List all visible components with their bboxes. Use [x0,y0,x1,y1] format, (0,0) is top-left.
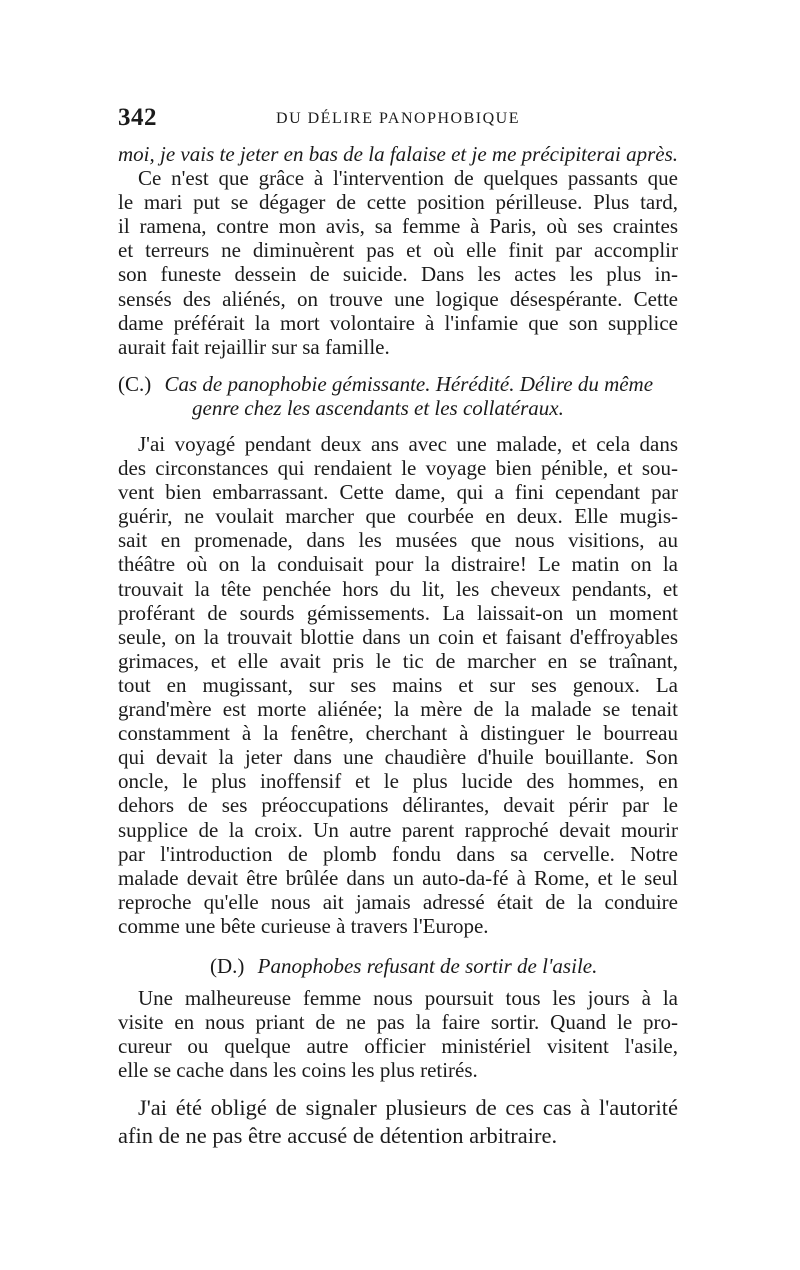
section-heading-c [118,372,678,420]
text-line: J'ai été obligé de signaler plusieurs de ces cas à l'autorité [138,1095,678,1120]
page-number: 342 [118,104,157,131]
text-line: il ramena, contre mon avis, sa femme à Paris, où ses craintes [118,214,678,239]
text-line: elle se cache dans les coins les plus retirés. [118,1058,478,1083]
paragraph [118,432,678,938]
text-line: reproche qu'elle nous ait jamais adressé était de la conduire [118,889,678,914]
text-line: afin de ne pas être accusé de détention arbitraire. [118,1123,558,1148]
section-label: (C.) [118,372,152,396]
paragraph [118,986,678,1082]
text-line: sensés des aliénés, on trouve une logique désespérante. Cette [118,286,678,311]
text-line: trouvait la tête penchée hors du lit, les cheveux pendants, et [118,576,678,601]
text-line: dame préférait la mort volontaire à l'infamie que son supplice [118,310,678,335]
paragraph [118,1094,678,1150]
text-line: vent bien embarrassant. Cette dame, qui a fini cependant par [118,480,678,505]
text-line: son funeste dessein de suicide. Dans les actes les plus in- [118,262,678,287]
section-title-line [118,372,678,396]
running-head [118,104,678,134]
text-line: des circonstances qui rendaient le voyage bien pénible, et sou- [118,456,678,481]
text-line: Ce n'est que grâce à l'intervention de quelques passants que [138,166,678,191]
text-line: qui devait la jeter dans une chaudière d'huile bouillante. Son [118,745,678,770]
paragraph-continuation [118,142,678,359]
section-title-line: genre chez les ascendants et les collatéraux. [192,396,564,421]
text-line: malade devait être brûlée dans un auto-da-fé à Rome, et le seul [118,865,678,890]
text-line: par l'introduction de plomb fondu dans sa cervelle. Notre [118,841,678,866]
section-title-line [118,954,678,978]
text-line: seule, on la trouvait blottie dans un coin et faisant d'effroyables [118,624,678,649]
text-line: théâtre où on la conduisait pour la distraire! Le matin on la [118,552,678,577]
text-line: J'ai voyagé pendant deux ans avec une malade, et cela dans [138,432,678,456]
text-line: aurait fait rejaillir sur sa famille. [118,334,390,359]
text-line: Une malheureuse femme nous poursuit tous les jours à la [138,986,678,1010]
running-title: DU DÉLIRE PANOPHOBIQUE [276,110,520,127]
text-line: cureur ou quelque autre officier ministériel visitent l'asile, [118,1034,678,1059]
section-title: Panophobes refusant de sortir de l'asile. [257,954,598,978]
text-line: et terreurs ne diminuèrent pas et où elle finit par accomplir [118,238,678,263]
text-line: visite en nous priant de ne pas la faire sortir. Quand le pro- [118,1010,678,1035]
text-line: constamment à la fenêtre, cherchant à distinguer le bourreau [118,721,678,746]
text-line: comme une bête curieuse à travers l'Europe. [118,913,489,938]
text-line: tout en mugissant, sur ses mains et sur ses genoux. La [118,672,678,697]
text-line: sait en promenade, dans les musées que nous visitions, au [118,528,678,553]
section-heading-d [118,954,678,978]
section-title: Cas de panophobie gémissante. Hérédité. Délire du même [164,372,654,396]
text-line: grimaces, et elle avait pris le tic de marcher en se traînant, [118,648,678,673]
text-line: le mari put se dégager de cette position périlleuse. Plus tard, [118,190,678,215]
text-line: moi, je vais te jeter en bas de la falaise et je me précipiterai après. [118,142,678,166]
section-label: (D.) [210,954,245,978]
text-line: dehors de ses préoccupations délirantes, devait périr par le [118,793,678,818]
text-line: grand'mère est morte aliénée; la mère de la malade se tenait [118,697,678,722]
text-line: proférant de sourds gémissements. La laissait-on un moment [118,600,678,625]
text-line: supplice de la croix. Un autre parent rapproché devait mourir [118,817,678,842]
text-line: guérir, ne voulait marcher que courbée en deux. Elle mugis- [118,504,678,529]
text-line: oncle, le plus inoffensif et le plus lucide des hommes, en [118,769,678,794]
